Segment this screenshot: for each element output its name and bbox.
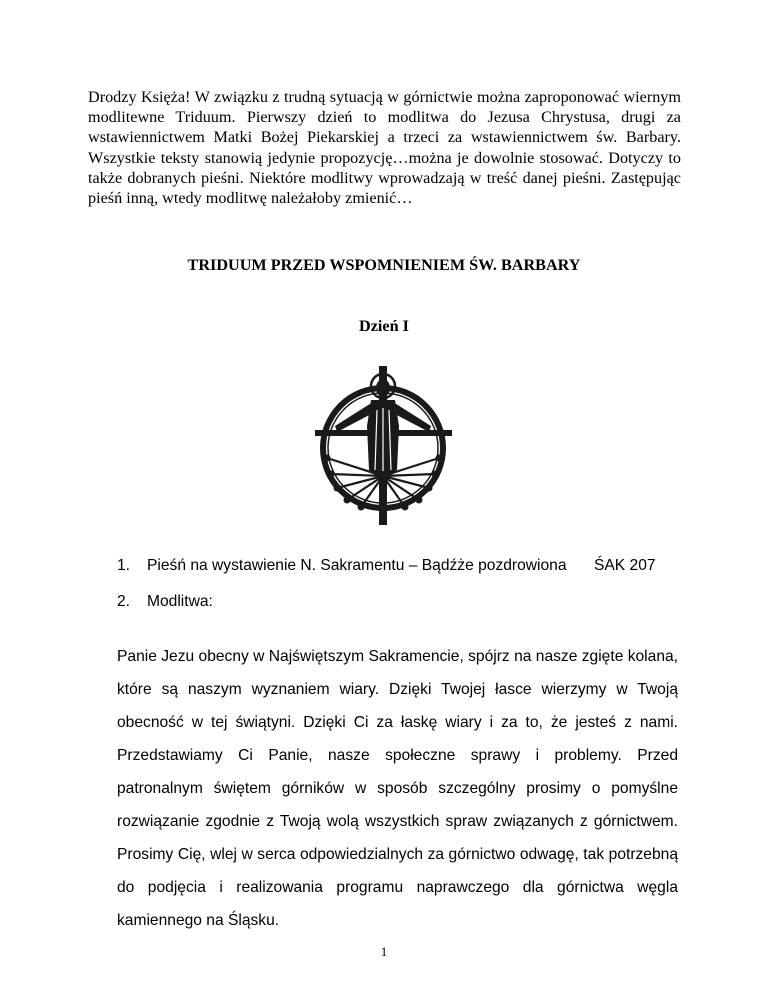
prayer-paragraph: Panie Jezu obecny w Najświętszym Sakramencie, spójrz na nasze zgięte kolana, które są naszym wyznaniem wiary. Dzięki Twojej łasce wierzymy w Twoją obecność w tej świątyni. Dzięki Ci za łaskę wiary i za to, że jesteś z nami. Przedstawiamy Ci Panie, nasze społeczne sprawy i problemy. Przed patronalnym świętem górników w sposób szczególny prosimy o pomyślne rozwiązanie zgodnie z Twoją wolą wszystkich spraw związanych z górnictwem. Prosimy Cię, wlej w serca odpowiedzialnych za górnictwo odwagę, tak potrzebną do podjęcia i realizowania programu naprawczego dla górnictwa węgla kamiennego na Śląsku. [117, 648, 678, 929]
day-heading: Dzień I [359, 317, 409, 335]
list-text: Pieśń na wystawienie N. Sakramentu – Bądźże pozdrowiona [147, 557, 567, 574]
intro-paragraph: Drodzy Księża! W związku z trudną sytuacją w górnictwie można zaproponować wiernym modlitewne Triduum. Pierwszy dzień to modlitwa do Jezusa Chrystusa, drugi za wstawiennictwem Matki Bożej Piekarskiej a trzeci za wstawiennictwem św. Barbary. Wszystkie teksty stanowią jedynie propozycję…można je dowolnie stosować. Dotyczy to także dobranych pieśni. Niektóre modlitwy wprowadzają w treść danej pieśni. Zastępując pieśń inną, wtedy modlitwę należałoby zmienić… [88, 88, 681, 208]
crucifix-wheel-icon [313, 366, 454, 525]
list-number: 2. [117, 593, 131, 610]
list-number: 1. [117, 557, 131, 574]
hymn-reference: ŚAK 207 [594, 557, 656, 574]
list-item [117, 592, 677, 620]
list-text: Modlitwa: [147, 593, 213, 610]
page-number: 1 [380, 944, 388, 959]
document-title: TRIDUUM PRZED WSPOMNIENIEM ŚW. BARBARY [187, 256, 581, 274]
list-item [117, 556, 677, 584]
program-list [117, 556, 677, 620]
